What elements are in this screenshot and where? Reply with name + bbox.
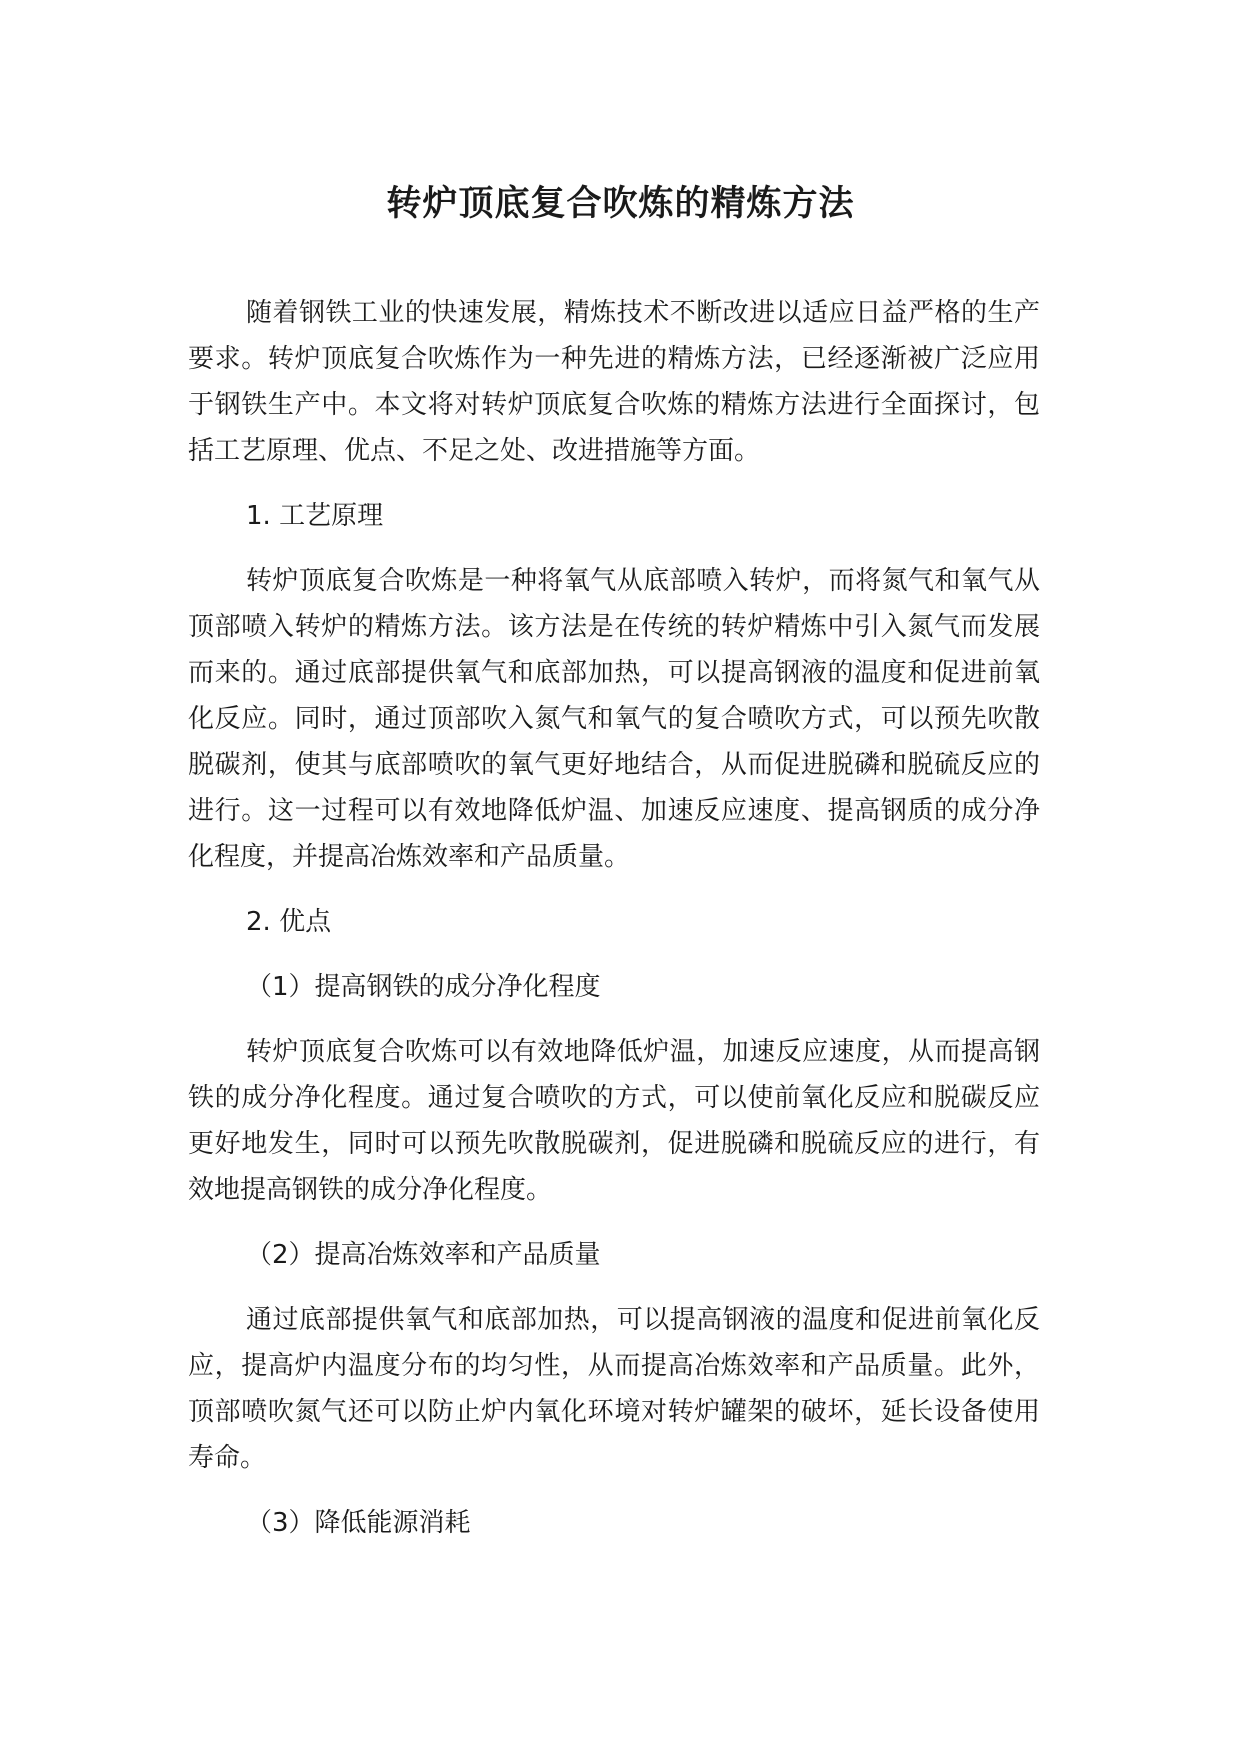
section-1-paragraph: 转炉顶底复合吹炼是一种将氧气从底部喷入转炉，而将氮气和氧气从顶部喷入转炉的精炼方法。该方法是在传统的转炉精炼中引入氮气而发展而来的。通过底部提供氧气和底部加热，可以提高钢液的温度和促进前氧化反应。同时，通过顶部吹入氮气和氧气的复合喷吹方式，可以预先吹散脱碳剂，使其与底部喷吹的氧气更好地结合，从而促进脱磷和脱硫反应的进行。这一过程可以有效地降低炉温、加速反应速度、提高钢质的成分净化程度，并提高冶炼效率和产品质量。 xyxy=(188,566,1040,872)
intro-paragraph: 随着钢铁工业的快速发展，精炼技术不断改进以适应日益严格的生产要求。转炉顶底复合吹炼作为一种先进的精炼方法，已经逐渐被广泛应用于钢铁生产中。本文将对转炉顶底复合吹炼的精炼方法进行全面探讨，包括工艺原理、优点、不足之处、改进措施等方面。 xyxy=(188,298,1040,466)
section-2-heading: 2. 优点 xyxy=(246,907,332,937)
section-1-heading: 1. 工艺原理 xyxy=(246,501,384,531)
document-title: 转炉顶底复合吹炼的精炼方法 xyxy=(386,184,855,224)
advantage-2-subheading: （2）提高冶炼效率和产品质量 xyxy=(246,1240,601,1270)
advantage-2-paragraph: 通过底部提供氧气和底部加热，可以提高钢液的温度和促进前氧化反应，提高炉内温度分布的均匀性，从而提高冶炼效率和产品质量。此外，顶部喷吹氮气还可以防止炉内氧化环境对转炉罐架的破坏，延长设备使用寿命。 xyxy=(188,1305,1040,1473)
advantage-3-subheading: （3）降低能源消耗 xyxy=(246,1508,471,1538)
advantage-1-subheading: （1）提高钢铁的成分净化程度 xyxy=(246,972,601,1002)
advantage-1-paragraph: 转炉顶底复合吹炼可以有效地降低炉温，加速反应速度，从而提高钢铁的成分净化程度。通过复合喷吹的方式，可以使前氧化反应和脱碳反应更好地发生，同时可以预先吹散脱碳剂，促进脱磷和脱硫反应的进行，有效地提高钢铁的成分净化程度。 xyxy=(188,1037,1040,1205)
document-body xyxy=(188,290,1040,1565)
